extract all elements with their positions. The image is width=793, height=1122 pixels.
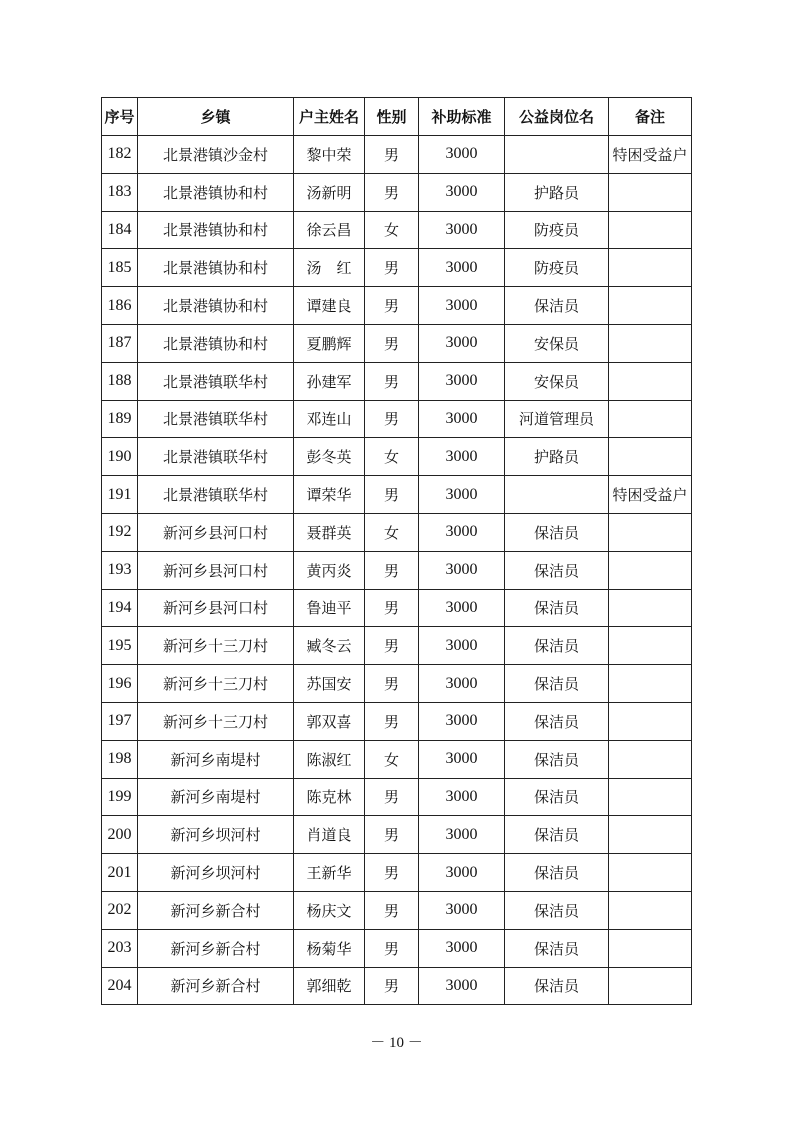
cell-householder-name: 孙建军 bbox=[294, 362, 365, 400]
cell-township: 北景港镇沙金村 bbox=[138, 136, 294, 174]
cell-subsidy-standard: 3000 bbox=[419, 476, 505, 514]
cell-remarks bbox=[609, 551, 692, 589]
cell-township: 北景港镇协和村 bbox=[138, 211, 294, 249]
table-row bbox=[102, 702, 692, 740]
cell-subsidy-standard: 3000 bbox=[419, 438, 505, 476]
cell-householder-name: 杨庆文 bbox=[294, 891, 365, 929]
cell-township: 新河乡新合村 bbox=[138, 891, 294, 929]
cell-subsidy-standard: 3000 bbox=[419, 287, 505, 325]
cell-gender: 女 bbox=[365, 211, 419, 249]
cell-subsidy-standard: 3000 bbox=[419, 136, 505, 174]
cell-township: 北景港镇协和村 bbox=[138, 249, 294, 287]
cell-gender: 男 bbox=[365, 665, 419, 703]
cell-remarks bbox=[609, 816, 692, 854]
table-row bbox=[102, 249, 692, 287]
cell-serial-number: 198 bbox=[102, 740, 138, 778]
cell-gender: 女 bbox=[365, 438, 419, 476]
cell-township: 新河乡坝河村 bbox=[138, 854, 294, 892]
cell-gender: 男 bbox=[365, 476, 419, 514]
cell-serial-number: 184 bbox=[102, 211, 138, 249]
cell-serial-number: 197 bbox=[102, 702, 138, 740]
table-row bbox=[102, 929, 692, 967]
cell-gender: 女 bbox=[365, 513, 419, 551]
cell-gender: 男 bbox=[365, 891, 419, 929]
cell-township: 新河乡县河口村 bbox=[138, 589, 294, 627]
cell-township: 新河乡南堤村 bbox=[138, 740, 294, 778]
cell-serial-number: 194 bbox=[102, 589, 138, 627]
cell-public-post: 保洁员 bbox=[505, 816, 609, 854]
table-row bbox=[102, 665, 692, 703]
cell-subsidy-standard: 3000 bbox=[419, 211, 505, 249]
cell-public-post: 保洁员 bbox=[505, 627, 609, 665]
cell-township: 新河乡十三刀村 bbox=[138, 702, 294, 740]
cell-serial-number: 196 bbox=[102, 665, 138, 703]
cell-township: 新河乡县河口村 bbox=[138, 513, 294, 551]
cell-township: 北景港镇联华村 bbox=[138, 438, 294, 476]
cell-serial-number: 204 bbox=[102, 967, 138, 1005]
cell-remarks bbox=[609, 778, 692, 816]
cell-remarks bbox=[609, 438, 692, 476]
cell-householder-name: 谭建良 bbox=[294, 287, 365, 325]
cell-township: 北景港镇联华村 bbox=[138, 476, 294, 514]
cell-remarks bbox=[609, 665, 692, 703]
cell-householder-name: 徐云昌 bbox=[294, 211, 365, 249]
cell-subsidy-standard: 3000 bbox=[419, 589, 505, 627]
table-row bbox=[102, 740, 692, 778]
cell-serial-number: 190 bbox=[102, 438, 138, 476]
cell-public-post: 防疫员 bbox=[505, 249, 609, 287]
cell-township: 北景港镇协和村 bbox=[138, 173, 294, 211]
cell-householder-name: 彭冬英 bbox=[294, 438, 365, 476]
cell-remarks bbox=[609, 249, 692, 287]
cell-public-post: 保洁员 bbox=[505, 929, 609, 967]
table-row bbox=[102, 211, 692, 249]
cell-householder-name: 陈克林 bbox=[294, 778, 365, 816]
cell-subsidy-standard: 3000 bbox=[419, 400, 505, 438]
cell-subsidy-standard: 3000 bbox=[419, 929, 505, 967]
cell-subsidy-standard: 3000 bbox=[419, 249, 505, 287]
cell-remarks bbox=[609, 854, 692, 892]
cell-public-post: 保洁员 bbox=[505, 551, 609, 589]
cell-remarks bbox=[609, 400, 692, 438]
table-row bbox=[102, 136, 692, 174]
cell-public-post: 保洁员 bbox=[505, 967, 609, 1005]
table-row bbox=[102, 362, 692, 400]
cell-public-post: 安保员 bbox=[505, 362, 609, 400]
cell-township: 新河乡十三刀村 bbox=[138, 627, 294, 665]
cell-householder-name: 王新华 bbox=[294, 854, 365, 892]
cell-gender: 男 bbox=[365, 967, 419, 1005]
cell-gender: 男 bbox=[365, 287, 419, 325]
table-row bbox=[102, 400, 692, 438]
cell-gender: 男 bbox=[365, 173, 419, 211]
cell-remarks bbox=[609, 589, 692, 627]
cell-householder-name: 苏国安 bbox=[294, 665, 365, 703]
cell-gender: 男 bbox=[365, 627, 419, 665]
table-row bbox=[102, 438, 692, 476]
cell-public-post: 保洁员 bbox=[505, 778, 609, 816]
cell-serial-number: 202 bbox=[102, 891, 138, 929]
cell-householder-name: 臧冬云 bbox=[294, 627, 365, 665]
cell-subsidy-standard: 3000 bbox=[419, 362, 505, 400]
cell-serial-number: 199 bbox=[102, 778, 138, 816]
cell-householder-name: 邓连山 bbox=[294, 400, 365, 438]
cell-subsidy-standard: 3000 bbox=[419, 967, 505, 1005]
table-row bbox=[102, 589, 692, 627]
cell-gender: 男 bbox=[365, 362, 419, 400]
page-number: － 10 － bbox=[370, 1035, 423, 1051]
cell-householder-name: 郭细乾 bbox=[294, 967, 365, 1005]
cell-remarks bbox=[609, 740, 692, 778]
cell-public-post: 保洁员 bbox=[505, 891, 609, 929]
cell-public-post: 护路员 bbox=[505, 438, 609, 476]
cell-gender: 男 bbox=[365, 589, 419, 627]
cell-gender: 男 bbox=[365, 816, 419, 854]
cell-township: 新河乡新合村 bbox=[138, 967, 294, 1005]
header-serial-number: 序号 bbox=[102, 98, 138, 136]
header-subsidy-standard: 补助标准 bbox=[419, 98, 505, 136]
cell-township: 北景港镇协和村 bbox=[138, 324, 294, 362]
cell-township: 新河乡县河口村 bbox=[138, 551, 294, 589]
cell-public-post: 安保员 bbox=[505, 324, 609, 362]
cell-serial-number: 187 bbox=[102, 324, 138, 362]
cell-serial-number: 191 bbox=[102, 476, 138, 514]
cell-public-post: 保洁员 bbox=[505, 513, 609, 551]
cell-remarks bbox=[609, 891, 692, 929]
table-row bbox=[102, 513, 692, 551]
cell-subsidy-standard: 3000 bbox=[419, 778, 505, 816]
cell-householder-name: 汤新明 bbox=[294, 173, 365, 211]
cell-township: 新河乡南堤村 bbox=[138, 778, 294, 816]
cell-gender: 女 bbox=[365, 740, 419, 778]
cell-gender: 男 bbox=[365, 249, 419, 287]
cell-subsidy-standard: 3000 bbox=[419, 173, 505, 211]
cell-subsidy-standard: 3000 bbox=[419, 854, 505, 892]
cell-householder-name: 谭荣华 bbox=[294, 476, 365, 514]
cell-subsidy-standard: 3000 bbox=[419, 816, 505, 854]
cell-public-post: 保洁员 bbox=[505, 287, 609, 325]
cell-householder-name: 陈淑红 bbox=[294, 740, 365, 778]
cell-remarks: 特困受益户 bbox=[609, 476, 692, 514]
cell-township: 新河乡新合村 bbox=[138, 929, 294, 967]
cell-subsidy-standard: 3000 bbox=[419, 627, 505, 665]
cell-serial-number: 186 bbox=[102, 287, 138, 325]
header-householder-name: 户主姓名 bbox=[294, 98, 365, 136]
cell-gender: 男 bbox=[365, 551, 419, 589]
cell-serial-number: 189 bbox=[102, 400, 138, 438]
cell-township: 北景港镇协和村 bbox=[138, 287, 294, 325]
cell-gender: 男 bbox=[365, 929, 419, 967]
cell-township: 新河乡坝河村 bbox=[138, 816, 294, 854]
header-township: 乡镇 bbox=[138, 98, 294, 136]
cell-serial-number: 185 bbox=[102, 249, 138, 287]
cell-gender: 男 bbox=[365, 400, 419, 438]
cell-remarks bbox=[609, 324, 692, 362]
cell-public-post: 护路员 bbox=[505, 173, 609, 211]
cell-subsidy-standard: 3000 bbox=[419, 740, 505, 778]
cell-householder-name: 夏鹏辉 bbox=[294, 324, 365, 362]
table-row bbox=[102, 854, 692, 892]
cell-householder-name: 黄丙炎 bbox=[294, 551, 365, 589]
header-remarks: 备注 bbox=[609, 98, 692, 136]
cell-public-post: 保洁员 bbox=[505, 589, 609, 627]
cell-gender: 男 bbox=[365, 702, 419, 740]
cell-subsidy-standard: 3000 bbox=[419, 551, 505, 589]
header-public-post: 公益岗位名 bbox=[505, 98, 609, 136]
table-row bbox=[102, 891, 692, 929]
cell-subsidy-standard: 3000 bbox=[419, 702, 505, 740]
cell-remarks bbox=[609, 513, 692, 551]
cell-householder-name: 郭双喜 bbox=[294, 702, 365, 740]
cell-householder-name: 杨菊华 bbox=[294, 929, 365, 967]
cell-gender: 男 bbox=[365, 854, 419, 892]
cell-serial-number: 200 bbox=[102, 816, 138, 854]
table-row bbox=[102, 967, 692, 1005]
cell-remarks bbox=[609, 967, 692, 1005]
table-row bbox=[102, 778, 692, 816]
cell-householder-name: 肖道良 bbox=[294, 816, 365, 854]
cell-householder-name: 鲁迪平 bbox=[294, 589, 365, 627]
cell-public-post: 防疫员 bbox=[505, 211, 609, 249]
beneficiary-table bbox=[101, 97, 692, 1005]
cell-subsidy-standard: 3000 bbox=[419, 891, 505, 929]
cell-subsidy-standard: 3000 bbox=[419, 665, 505, 703]
cell-serial-number: 193 bbox=[102, 551, 138, 589]
cell-serial-number: 182 bbox=[102, 136, 138, 174]
cell-subsidy-standard: 3000 bbox=[419, 513, 505, 551]
cell-township: 北景港镇联华村 bbox=[138, 400, 294, 438]
cell-householder-name: 黎中荣 bbox=[294, 136, 365, 174]
table-row bbox=[102, 173, 692, 211]
cell-remarks bbox=[609, 627, 692, 665]
table-row bbox=[102, 476, 692, 514]
header-row bbox=[102, 98, 692, 136]
cell-public-post: 保洁员 bbox=[505, 854, 609, 892]
cell-remarks bbox=[609, 929, 692, 967]
cell-township: 新河乡十三刀村 bbox=[138, 665, 294, 703]
cell-subsidy-standard: 3000 bbox=[419, 324, 505, 362]
cell-gender: 男 bbox=[365, 136, 419, 174]
cell-remarks bbox=[609, 211, 692, 249]
cell-public-post: 保洁员 bbox=[505, 665, 609, 703]
cell-remarks bbox=[609, 362, 692, 400]
table-row bbox=[102, 816, 692, 854]
cell-serial-number: 203 bbox=[102, 929, 138, 967]
table-row bbox=[102, 551, 692, 589]
cell-serial-number: 201 bbox=[102, 854, 138, 892]
cell-remarks bbox=[609, 287, 692, 325]
cell-public-post: 保洁员 bbox=[505, 702, 609, 740]
cell-public-post bbox=[505, 136, 609, 174]
cell-remarks bbox=[609, 702, 692, 740]
table-row bbox=[102, 287, 692, 325]
cell-serial-number: 195 bbox=[102, 627, 138, 665]
cell-remarks: 特困受益户 bbox=[609, 136, 692, 174]
cell-householder-name: 聂群英 bbox=[294, 513, 365, 551]
header-gender: 性别 bbox=[365, 98, 419, 136]
cell-serial-number: 188 bbox=[102, 362, 138, 400]
table-row bbox=[102, 627, 692, 665]
cell-gender: 男 bbox=[365, 778, 419, 816]
cell-serial-number: 183 bbox=[102, 173, 138, 211]
table-row bbox=[102, 324, 692, 362]
cell-householder-name: 汤 红 bbox=[294, 249, 365, 287]
cell-gender: 男 bbox=[365, 324, 419, 362]
cell-township: 北景港镇联华村 bbox=[138, 362, 294, 400]
table-body bbox=[102, 136, 692, 1005]
cell-serial-number: 192 bbox=[102, 513, 138, 551]
cell-public-post: 河道管理员 bbox=[505, 400, 609, 438]
cell-public-post bbox=[505, 476, 609, 514]
cell-remarks bbox=[609, 173, 692, 211]
cell-public-post: 保洁员 bbox=[505, 740, 609, 778]
